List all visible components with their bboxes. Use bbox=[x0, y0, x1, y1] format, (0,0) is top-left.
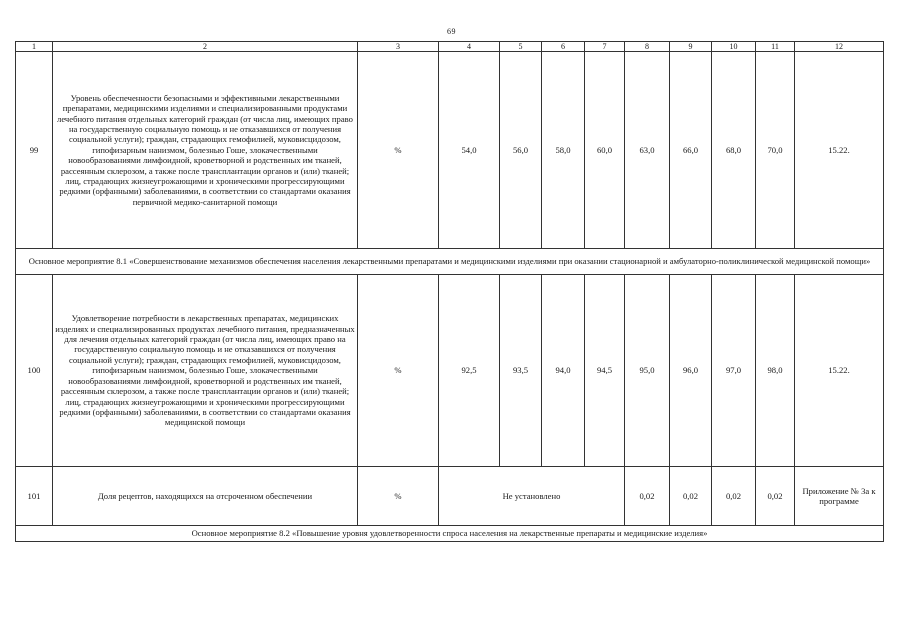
value-cell: 63,0 bbox=[625, 52, 670, 249]
header-cell: 9 bbox=[670, 42, 712, 52]
value-cell: 0,02 bbox=[625, 467, 670, 526]
value-cell: 70,0 bbox=[756, 52, 795, 249]
value-cell: 58,0 bbox=[542, 52, 585, 249]
table-row bbox=[16, 52, 884, 249]
header-cell: 6 bbox=[542, 42, 585, 52]
value-cell: 98,0 bbox=[756, 275, 795, 467]
value-cell: 96,0 bbox=[670, 275, 712, 467]
header-cell: 12 bbox=[795, 42, 884, 52]
value-cell: 54,0 bbox=[439, 52, 500, 249]
header-cell: 8 bbox=[625, 42, 670, 52]
indicator-description: Удовлетворение потребности в лекарственных препаратах, медицинских изделиях и специализированных продуктах лечебного питания, предназначенных для лечения отдельных категорий граждан (от числа лиц, имеющих право на государственную социальную помощь и не отказавшихся от получения социальной услуги); граждан, страдающих гемофилией, муковисцидозом, гипофизарным нанизмом, болезнью Гоше, злокачественными новообразованиями лимфоидной, кроветворной и родственных им тканей, рассеянным склерозом, а также после трансплантации органов и (или) тканей; лиц, страдающих жизнеугрожающими и хроническими прогрессирующими редкими (орфанными) заболеваниями, в соответствии со стандартами оказания медицинской помощи bbox=[53, 275, 358, 467]
value-cell: 93,5 bbox=[500, 275, 542, 467]
header-cell: 2 bbox=[53, 42, 358, 52]
indicators-table bbox=[15, 41, 884, 542]
reference-cell: 15.22. bbox=[795, 275, 884, 467]
section-title: Основное мероприятие 8.1 «Совершенствование механизмов обеспечения населения лекарственными препаратами и медицинскими изделиями при оказании стационарной и амбулаторно-поликлинической медицинской помощи» bbox=[16, 249, 884, 275]
value-cell: 94,0 bbox=[542, 275, 585, 467]
value-cell: 60,0 bbox=[585, 52, 625, 249]
indicator-description: Уровень обеспеченности безопасными и эффективными лекарственными препаратами, медицинскими изделиями и специализированными продуктами лечебного питания отдельных категорий граждан (от числа лиц, имеющих право на государственную социальную помощь и не отказавшихся от получения социальной услуги); граждан, страдающих гемофилией, муковисцидозом, гипофизарным нанизмом, болезнью Гоше, злокачественными новообразованиями лимфоидной, кроветворной и родственных им тканей, рассеянным склерозом, а также после трансплантации органов и (или) тканей; лиц, страдающих жизнеугрожающими и хроническими прогрессирующими редкими (орфанными) заболеваниями, в соответствии со стандартами оказания первичной медико-санитарной помощи bbox=[53, 52, 358, 249]
value-cell: 0,02 bbox=[670, 467, 712, 526]
header-cell: 5 bbox=[500, 42, 542, 52]
section-row bbox=[16, 526, 884, 542]
reference-cell: Приложение № 3а к программе bbox=[795, 467, 884, 526]
value-cell: 92,5 bbox=[439, 275, 500, 467]
reference-cell: 15.22. bbox=[795, 52, 884, 249]
section-title: Основное мероприятие 8.2 «Повышение уровня удовлетворенности спроса населения на лекарственные препараты и медицинские изделия» bbox=[16, 526, 884, 542]
unit-cell: % bbox=[358, 467, 439, 526]
indicator-description: Доля рецептов, находящихся на отсроченном обеспечении bbox=[53, 467, 358, 526]
value-cell: 97,0 bbox=[712, 275, 756, 467]
header-cell: 10 bbox=[712, 42, 756, 52]
value-cell: 0,02 bbox=[712, 467, 756, 526]
header-cell: 4 bbox=[439, 42, 500, 52]
value-cell: 66,0 bbox=[670, 52, 712, 249]
value-cell: 56,0 bbox=[500, 52, 542, 249]
header-cell: 7 bbox=[585, 42, 625, 52]
page-number: 69 bbox=[447, 27, 456, 36]
value-cell: 0,02 bbox=[756, 467, 795, 526]
header-cell: 3 bbox=[358, 42, 439, 52]
row-number: 101 bbox=[16, 467, 53, 526]
unit-cell: % bbox=[358, 275, 439, 467]
header-cell: 11 bbox=[756, 42, 795, 52]
table-row bbox=[16, 467, 884, 526]
row-number: 100 bbox=[16, 275, 53, 467]
value-cell: 94,5 bbox=[585, 275, 625, 467]
value-cell: 68,0 bbox=[712, 52, 756, 249]
section-row bbox=[16, 249, 884, 275]
table-row bbox=[16, 275, 884, 467]
unit-cell: % bbox=[358, 52, 439, 249]
row-number: 99 bbox=[16, 52, 53, 249]
not-set-cell: Не установлено bbox=[439, 467, 625, 526]
value-cell: 95,0 bbox=[625, 275, 670, 467]
header-row bbox=[16, 42, 884, 52]
header-cell: 1 bbox=[16, 42, 53, 52]
